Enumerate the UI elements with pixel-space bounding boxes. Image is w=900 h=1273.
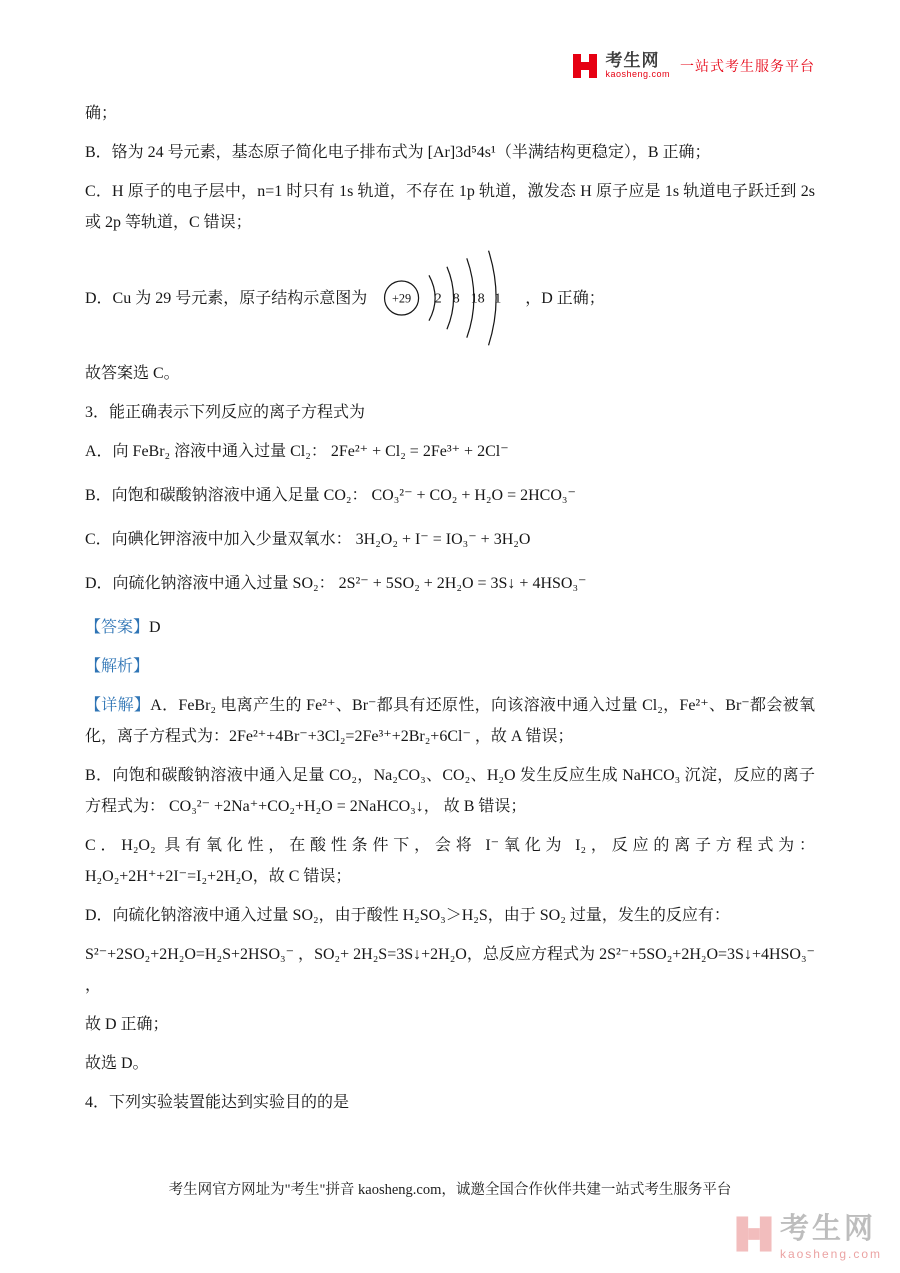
- final-choice-line: 故选 D。: [85, 1055, 149, 1072]
- watermark-lockup: [780, 1215, 882, 1261]
- detail-line-c: C．H₂O₂ 具有氧化性，在酸性条件下，会将 I⁻氧化为 I₂，反应的离子方程式为：H₂O₂+2H⁺+2I⁻=I₂+2H₂O，故 C 错误；: [85, 837, 815, 885]
- q3-option-b: B．向饱和碳酸钠溶液中通入足量 CO₂： CO₃²⁻ + CO₂ + H₂O = 2HCO₃⁻: [85, 487, 576, 504]
- watermark-domain: kaosheng.com: [779, 1247, 882, 1261]
- detail-line-b: B．向饱和碳酸钠溶液中通入足量 CO₂，Na₂CO₃、CO₂、H₂O 发生反应生成 NaHCO₃ 沉淀，反应的离子方程式为： CO₃²⁻ +2Na⁺+CO₂+H₂O = 2NaHCO₃↓， 故 B 错误；: [85, 767, 815, 815]
- page-footer: 考生网官方网址为"考生"拼音 kaosheng.com，诚邀全国合作伙伴共建一站式考生服务平台: [168, 1182, 732, 1198]
- answer-label: 【答案】: [85, 619, 150, 636]
- exam-content: [85, 98, 815, 1126]
- line-continuation: 确；: [85, 105, 118, 122]
- q2-option-b-line: B．铬为 24 号元素，基态原子简化电子排布式为 [Ar]3d⁵4s¹（半满结构更稳定），B 正确；: [85, 144, 711, 161]
- q3-stem: 3．能正确表示下列反应的离子方程式为: [85, 404, 366, 421]
- q2-answer-line: 故答案选 C。: [85, 365, 180, 382]
- shell-electron-count: 18: [470, 290, 485, 307]
- q3-option-c: C．向碘化钾溶液中加入少量双氧水： 3H₂O₂ + I⁻ = IO₃⁻ + 3H₂O: [85, 531, 531, 548]
- kaosheng-logo-icon: [572, 53, 598, 79]
- kaosheng-watermark: [735, 1215, 882, 1261]
- detail-a-text: A．FeBr₂ 电离产生的 Fe²⁺、Br⁻都具有还原性，向该溶液中通入过量 Cl₂，Fe²⁺、Br⁻都会被氧化，离子方程式为：2Fe²⁺+4Br⁻+3Cl₂=2Fe³⁺+2Br₂+6Cl⁻ ，故 A 错误；: [85, 697, 815, 745]
- brand-lockup: [605, 52, 670, 79]
- atomic-structure-diagram: [371, 246, 521, 350]
- shell-electron-count: 1: [494, 290, 502, 307]
- brand-domain: kaosheng.com: [605, 68, 670, 79]
- shell-electron-count: 8: [452, 290, 460, 307]
- q2-option-c-line: C．H 原子的电子层中，n=1 时只有 1s 轨道，不存在 1p 轨道，激发态 H 原子应是 1s 轨道电子跃迁到 2s 或 2p 等轨道，C 错误；: [85, 183, 815, 231]
- shell-electron-count: 2: [434, 290, 442, 307]
- q3-option-a: A．向 FeBr₂ 溶液中通入过量 Cl₂： 2Fe²⁺ + Cl₂ = 2Fe³⁺ + 2Cl⁻: [85, 443, 509, 460]
- detail-line-d: D．向硫化钠溶液中通入过量 SO₂，由于酸性 H₂SO₃＞H₂S，由于 SO₂ 过量，发生的反应有：: [85, 907, 730, 924]
- detail-line-a: [85, 690, 815, 752]
- answer-value: D: [149, 619, 161, 636]
- brand-tagline: 一站式考生服务平台: [680, 57, 815, 74]
- analysis-label: 【解析】: [85, 658, 150, 675]
- q2-option-d-prefix: D．Cu 为 29 号元素，原子结构示意图为: [85, 289, 368, 307]
- nucleus-charge: +29: [392, 291, 412, 306]
- q4-stem: 4．下列实验装置能达到实验目的的是: [85, 1094, 350, 1111]
- brand-name: 考生网: [605, 51, 660, 70]
- detail-label: 【详解】: [85, 697, 151, 714]
- answer-line: [85, 612, 815, 643]
- analysis-line: [85, 651, 815, 682]
- q2-option-d-line: [85, 246, 815, 350]
- detail-line-d-conclusion: 故 D 正确；: [85, 1016, 169, 1033]
- detail-line-d-equations: S²⁻+2SO₂+2H₂O=H₂S+2HSO₃⁻ ，SO₂+ 2H₂S=3S↓+2H₂O，总反应方程式为 2S²⁻+5SO₂+2H₂O=3S↓+4HSO₃⁻ ，: [85, 946, 815, 994]
- kaosheng-watermark-icon: [735, 1215, 773, 1258]
- q3-option-d: D．向硫化钠溶液中通入过量 SO₂： 2S²⁻ + 5SO₂ + 2H₂O = 3S↓ + 4HSO₃⁻: [85, 575, 587, 592]
- q2-option-d-suffix: ，D 正确；: [525, 289, 605, 307]
- watermark-brand: 考生网: [779, 1213, 876, 1245]
- site-header: [572, 52, 815, 79]
